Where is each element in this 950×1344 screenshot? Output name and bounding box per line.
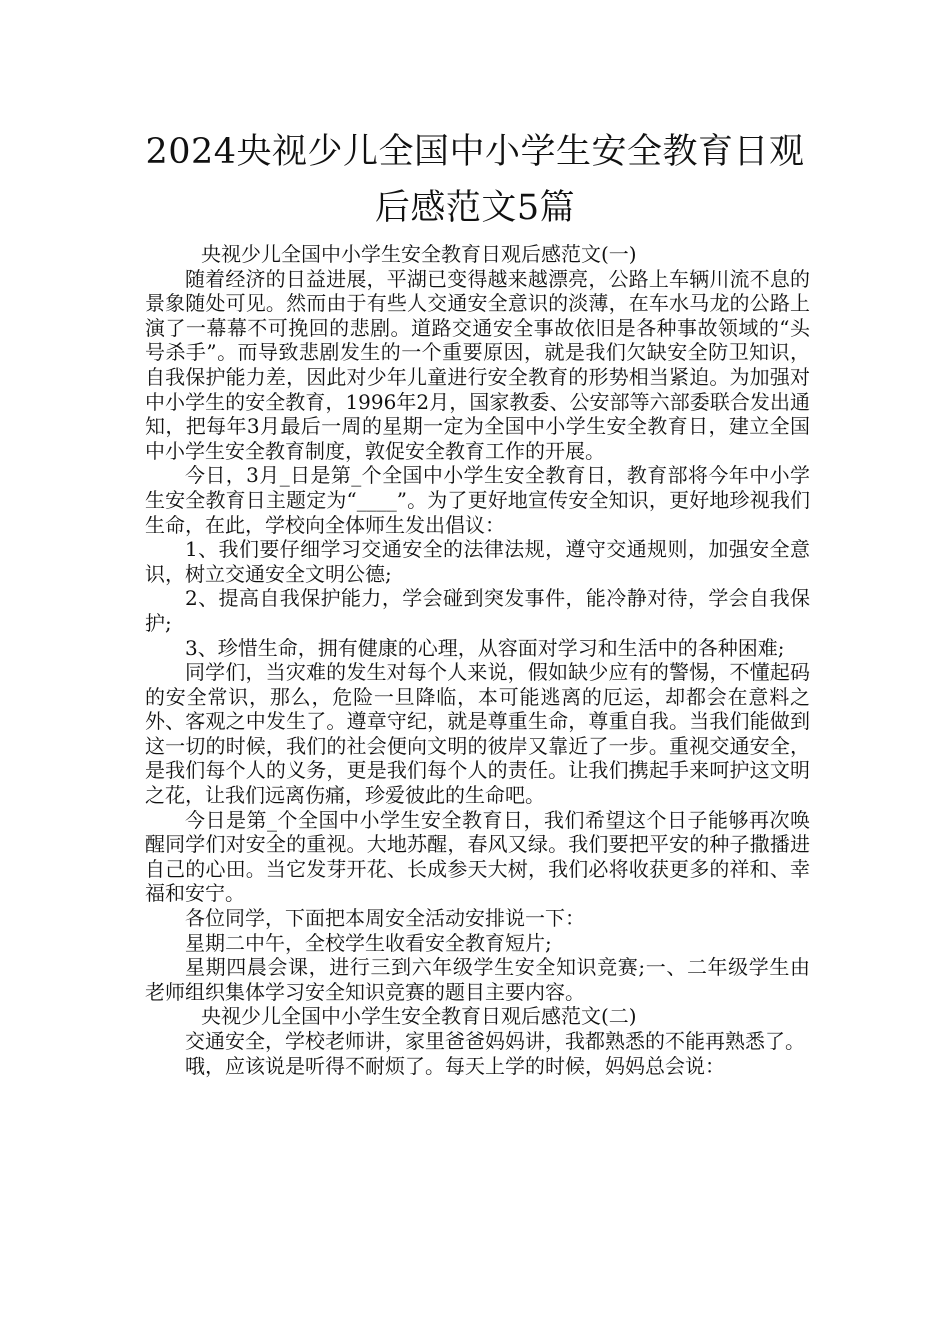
paragraph: 各位同学，下面把本周安全活动安排说一下： <box>185 906 585 931</box>
title-line-1: 2024央视少儿全国中小学生安全教育日观 <box>145 132 805 172</box>
paragraph: 1、我们要仔细学习交通安全的法律法规，遵守交通规则，加强安全意识，树立交通安全文明公德; <box>145 537 810 586</box>
document-body <box>145 242 810 1078</box>
paragraph: 星期二中午，全校学生收看安全教育短片; <box>185 930 552 955</box>
paragraph: 交通安全，学校老师讲，家里爸爸妈妈讲，我都熟悉的不能再熟悉了。 <box>185 1029 805 1053</box>
paragraph: 同学们，当灾难的发生对每个人来说，假如缺少应有的警惕，不懂起码的安全常识，那么，危险一旦降临，本可能逃离的厄运，却都会在意料之外、客观之中发生了。遵章守纪，就是尊重生命，尊重自我。当我们能做到这一切的时候，我们的社会便向文明的彼岸又靠近了一步。重视交通安全，是我们每个人的义务，更是我们每个人的责任。让我们携起手来呵护这文明之花，让我们远离伤痛，珍爱彼此的生命吧。 <box>145 660 810 808</box>
document-title <box>130 124 820 236</box>
section-heading-1: 央视少儿全国中小学生安全教育日观后感范文(一) <box>201 242 637 266</box>
paragraph: 哦，应该说是听得不耐烦了。每天上学的时候，妈妈总会说： <box>185 1053 725 1078</box>
paragraph: 今日，3月_日是第_个全国中小学生安全教育日，教育部将今年中小学生安全教育日主题定为“____”。为了更好地宣传安全知识，更好地珍视我们生命，在此，学校向全体师生发出倡议： <box>145 463 810 537</box>
paragraph: 星期四晨会课，进行三到六年级学生安全知识竞赛;一、二年级学生由老师组织集体学习安全知识竞赛的题目主要内容。 <box>145 955 810 1004</box>
paragraph: 2、提高自我保护能力，学会碰到突发事件，能冷静对待，学会自我保护; <box>145 586 810 635</box>
paragraph: 3、珍惜生命，拥有健康的心理，从容面对学习和生活中的各种困难; <box>185 635 785 660</box>
title-line-2: 后感范文5篇 <box>374 188 576 228</box>
paragraph: 今日是第_个全国中小学生安全教育日，我们希望这个日子能够再次唤醒同学们对安全的重视。大地苏醒，春风又绿。我们要把平安的种子撒播进自己的心田。当它发芽开花、长成参天大树，我们必将收获更多的祥和、幸福和安宁。 <box>145 807 810 906</box>
paragraph: 随着经济的日益进展，平湖已变得越来越漂亮，公路上车辆川流不息的景象随处可见。然而由于有些人交通安全意识的淡薄，在车水马龙的公路上演了一幕幕不可挽回的悲剧。道路交通安全事故依旧是各种事故领域的“头号杀手”。而导致悲剧发生的一个重要原因，就是我们欠缺安全防卫知识，自我保护能力差，因此对少年儿童进行安全教育的形势相当紧迫。为加强对中小学生的安全教育，1996年2月，国家教委、公安部等六部委联合发出通知，把每年3月最后一周的星期一定为全国中小学生安全教育日，建立全国中小学生安全教育制度，敦促安全教育工作的开展。 <box>145 266 810 463</box>
section-heading-2: 央视少儿全国中小学生安全教育日观后感范文(二) <box>201 1004 637 1029</box>
